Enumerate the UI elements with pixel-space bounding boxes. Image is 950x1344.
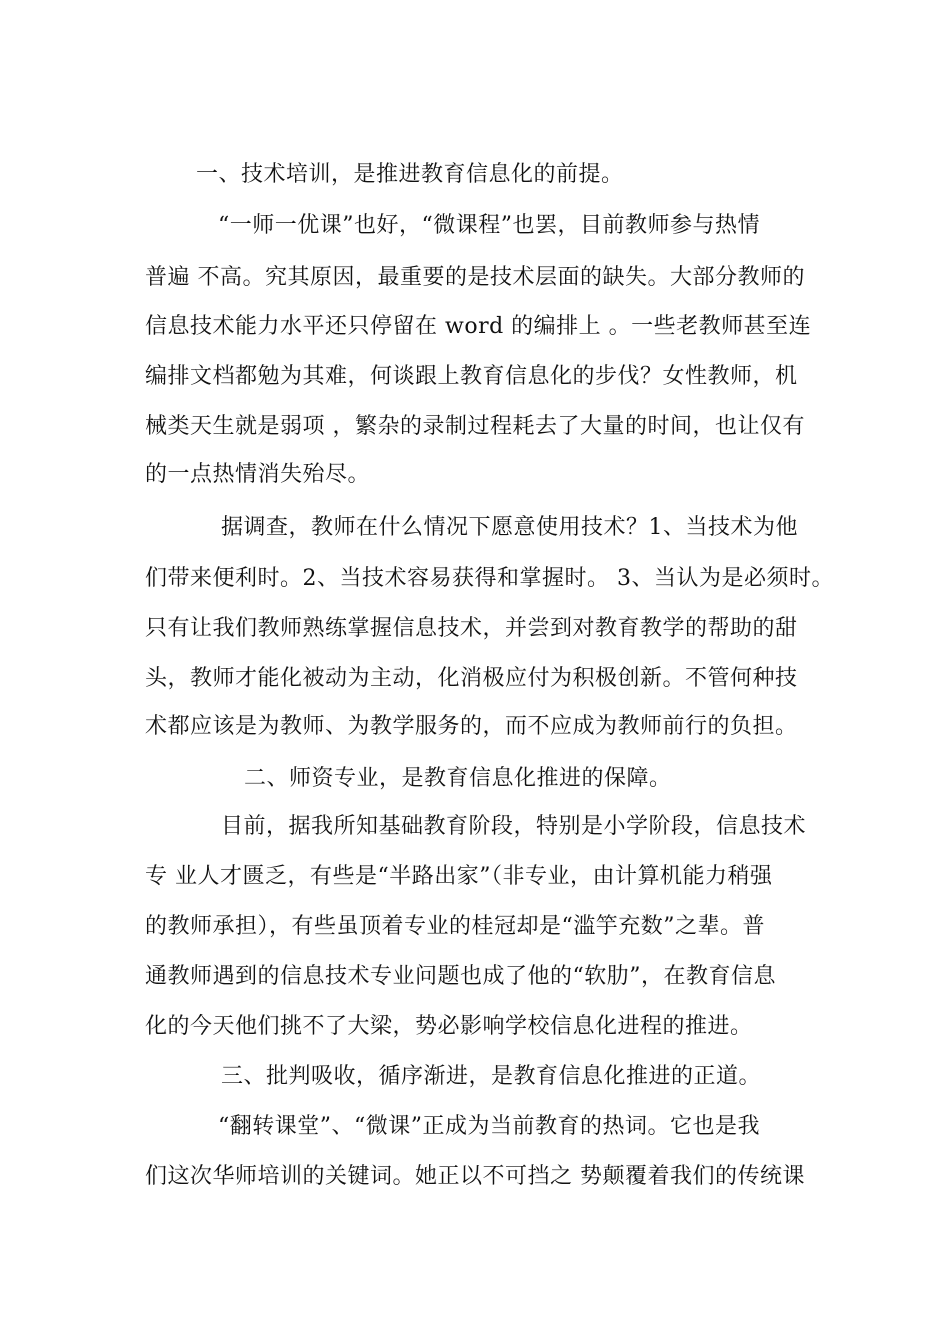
paragraph-line: 专 业人才匮乏，有些是“半路出家”（非专业，由计算机能力稍强 (145, 864, 773, 889)
paragraph-line: “一师一优课”也好，“微课程”也罢，目前教师参与热情 (218, 213, 760, 238)
paragraph-line: 们带来便利时。2、当技术容易获得和掌握时。 3、当认为是必须时。 (145, 566, 834, 591)
paragraph-line: 通教师遇到的信息技术专业问题也成了他的“软肋”，在教育信息 (145, 964, 776, 989)
heading-section-3: 三、批判吸收，循序渐进，是教育信息化推进的正道。 (221, 1064, 762, 1089)
paragraph-line: 化的今天他们挑不了大梁，势必影响学校信息化进程的推进。 (145, 1014, 753, 1039)
paragraph-line: 械类天生就是弱项 ，繁杂的录制过程耗去了大量的时间，也让仅有 (145, 414, 805, 439)
paragraph-line: 头，教师才能化被动为主动，化消极应付为积极创新。不管何种技 (145, 666, 798, 691)
paragraph-line: “翻转课堂”、“微课”正成为当前教育的热词。它也是我 (218, 1114, 760, 1139)
paragraph-line: 信息技术能力水平还只停留在 word 的编排上 。一些老教师甚至连 (145, 314, 812, 339)
paragraph-line: 们这次华师培训的关键词。她正以不可挡之 势颠覆着我们的传统课 (145, 1164, 805, 1189)
paragraph-line: 术都应该是为教师、为教学服务的，而不应成为教师前行的负担。 (145, 714, 798, 739)
heading-section-2: 二、师资专业，是教育信息化推进的保障。 (244, 766, 672, 791)
paragraph-line: 的一点热情消失殆尽。 (145, 462, 371, 487)
paragraph-line: 编排文档都勉为其难，何谈跟上教育信息化的步伐？女性教师，机 (145, 364, 798, 389)
paragraph-line: 只有让我们教师熟练掌握信息技术，并尝到对教育教学的帮助的甜 (145, 616, 798, 641)
heading-section-1: 一、技术培训，是推进教育信息化的前提。 (196, 162, 624, 187)
paragraph-line: 的教师承担），有些虽顶着专业的桂冠却是“滥竽充数”之辈。普 (145, 914, 765, 939)
paragraph-line: 普遍 不高。究其原因，最重要的是技术层面的缺失。大部分教师的 (145, 265, 805, 290)
paragraph-line: 目前，据我所知基础教育阶段，特别是小学阶段，信息技术 (221, 814, 807, 839)
paragraph-line: 据调查，教师在什么情况下愿意使用技术？1、当技术为他 (221, 515, 798, 540)
